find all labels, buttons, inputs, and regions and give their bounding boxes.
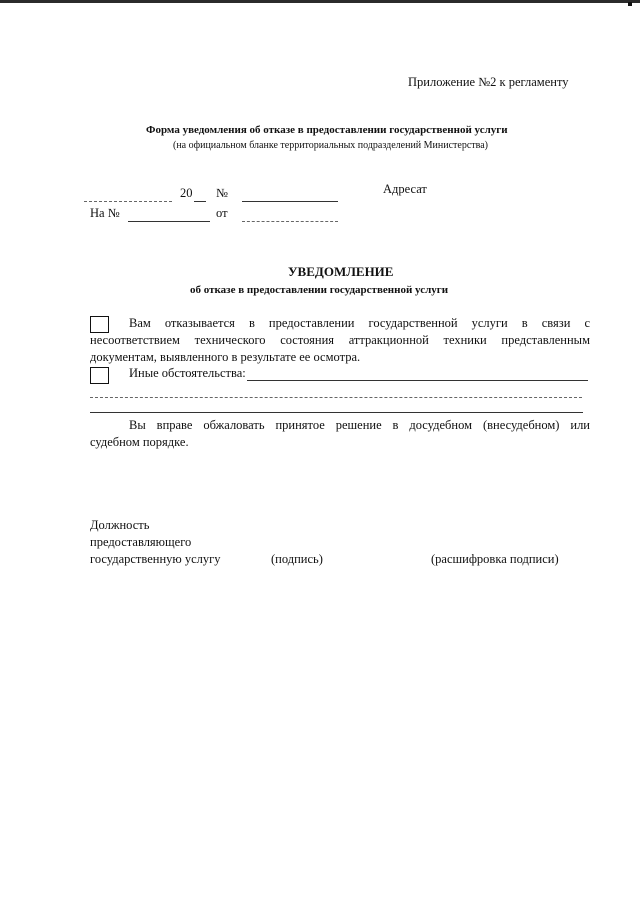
option-text-line3: документам, выявленного в результате ее осмотра. [90, 350, 361, 364]
reply-date-blank[interactable] [242, 221, 338, 222]
option-text-line2: несоответствием технического состояния аттракционной техники представленным [90, 333, 590, 347]
addressee-label: Адресат [383, 182, 427, 196]
number-blank[interactable] [242, 201, 338, 202]
date-blank[interactable] [84, 201, 172, 202]
reply-number-blank[interactable] [128, 221, 210, 222]
position-label-line2: предоставляющего [90, 535, 192, 549]
signature-label: (подпись) [271, 552, 323, 566]
notice-subtitle: об отказе в предоставлении государственной услуги [190, 284, 449, 296]
other-circumstances-field-1[interactable] [247, 380, 588, 381]
position-label-line3: государственную услугу [90, 552, 221, 566]
scan-mark [628, 2, 632, 6]
notice-title: УВЕДОМЛЕНИЕ [288, 264, 394, 279]
reply-date-label: от [216, 206, 228, 220]
other-circumstances-label: Иные обстоятельства: [129, 366, 246, 380]
reply-number-label: На № [90, 206, 120, 220]
appendix-label: Приложение №2 к регламенту [408, 75, 569, 89]
form-title: Форма уведомления об отказе в предоставлении государственной услуги [146, 124, 508, 136]
appeal-text-line1: Вы вправе обжаловать принятое решение в досудебном (внесудебном) или [129, 418, 590, 432]
number-label: № [216, 186, 228, 200]
other-circumstances-field-2[interactable] [90, 397, 582, 398]
option-checkbox-other[interactable] [90, 367, 109, 384]
scan-edge-line [0, 0, 640, 3]
form-subtitle: (на официальном бланке территориальных подразделений Министерства) [173, 140, 489, 151]
year-prefix: 20 [180, 186, 193, 200]
position-label-line1: Должность [90, 518, 150, 532]
year-blank[interactable] [194, 201, 206, 202]
other-circumstances-field-3[interactable] [90, 412, 583, 413]
appeal-text-line2: судебном порядке. [90, 435, 189, 449]
signature-decode-label: (расшифровка подписи) [431, 552, 559, 566]
option-checkbox-technical[interactable] [90, 316, 109, 333]
option-text-line1: Вам отказывается в предоставлении государственной услуги в связи с [129, 316, 590, 330]
